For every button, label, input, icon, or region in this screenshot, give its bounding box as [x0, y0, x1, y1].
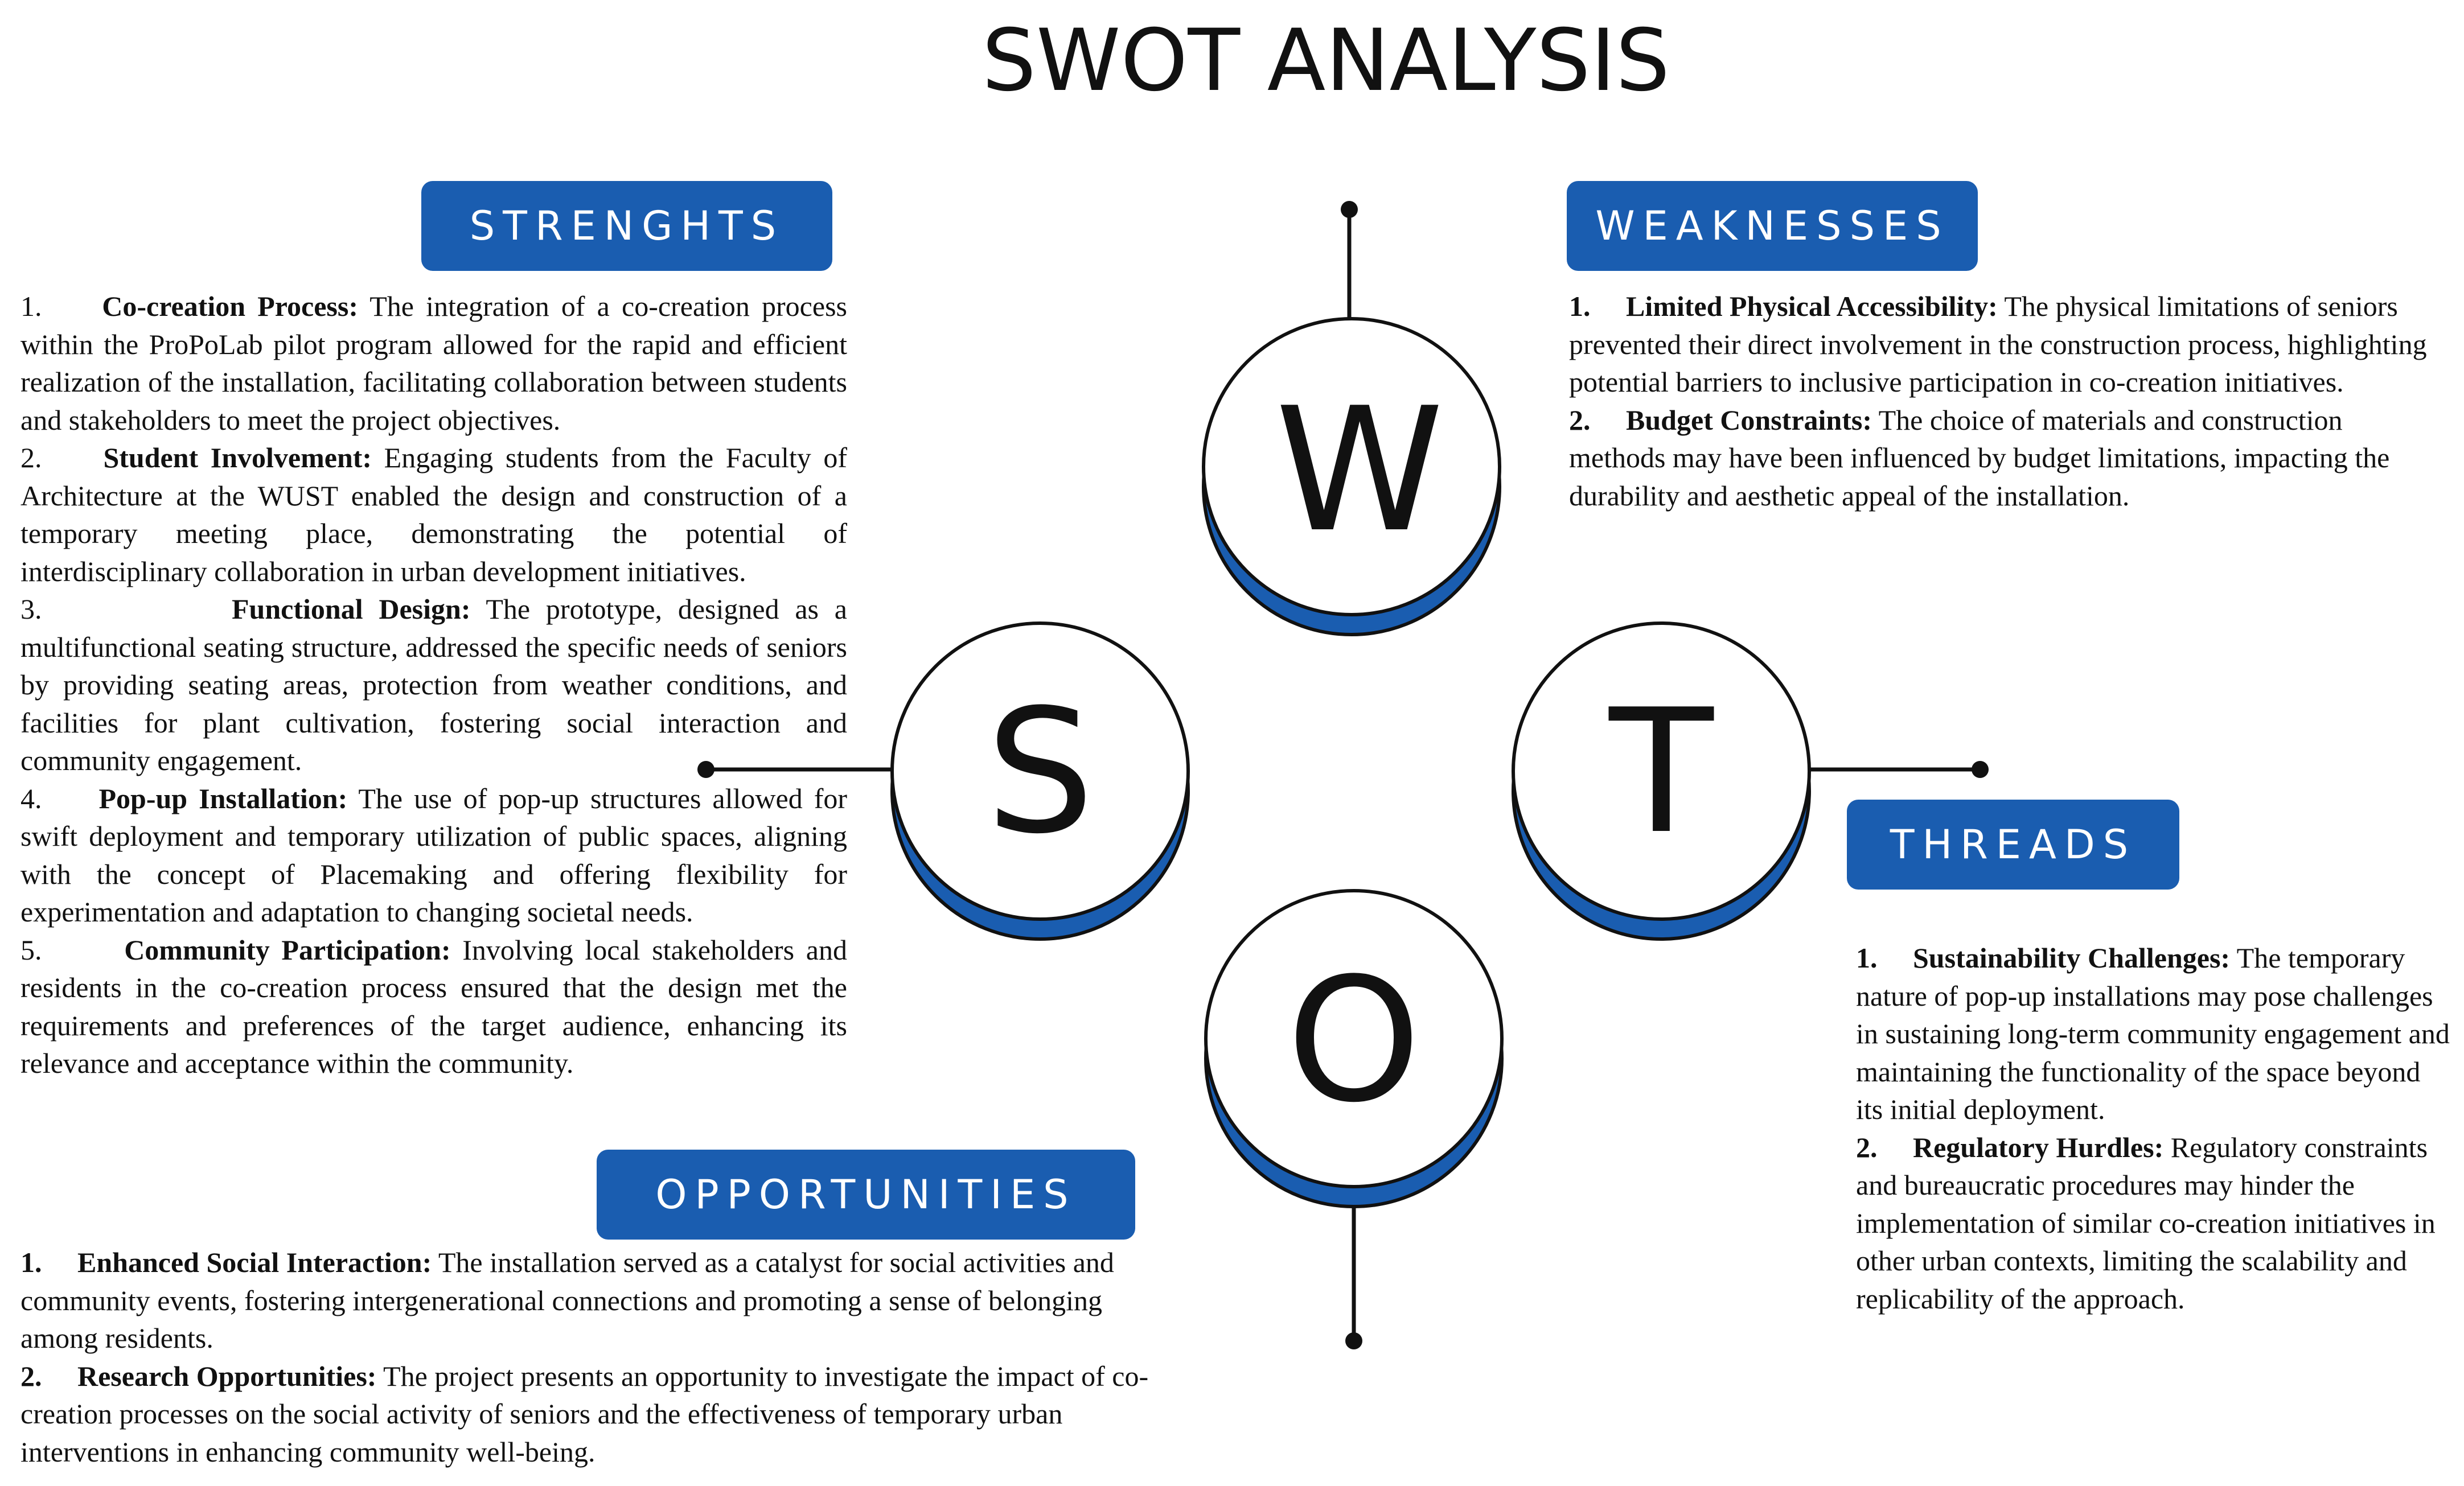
item-label: Pop-up Installation:	[98, 782, 348, 814]
weaknesses-item	[1569, 401, 2446, 515]
item-text: The integration of a co-creation process within the ProPoLab pilot program allowed for the rapid and efficient realization of the installation, facilitating collaboration between students and stakeholders to meet the project objectives.	[20, 290, 847, 436]
letter-w: W	[1275, 371, 1444, 570]
item-number: 2.	[20, 1360, 42, 1392]
weaknesses-list	[1569, 287, 2446, 514]
weaknesses-heading-label: WEAKNESSES	[1595, 203, 1949, 249]
dot-o	[1345, 1332, 1362, 1349]
item-label: Functional Design:	[232, 593, 471, 625]
item-label: Budget Constraints:	[1626, 404, 1872, 436]
item-number: 2.	[1569, 404, 1591, 436]
weaknesses-heading	[1567, 181, 1978, 271]
strengths-item	[20, 287, 847, 439]
item-number: 1.	[1569, 290, 1591, 322]
letter-o: O	[1286, 941, 1422, 1140]
strengths-item	[20, 780, 847, 931]
threads-heading-label: THREADS	[1890, 821, 2137, 868]
item-number: 4.	[20, 782, 42, 814]
letter-t: T	[1609, 673, 1714, 871]
page-title: SWOT ANALYSIS	[982, 11, 1670, 110]
dot-w	[1341, 201, 1358, 218]
item-label: Co-creation Process:	[102, 290, 358, 322]
strengths-heading	[421, 181, 832, 271]
item-text: Engaging students from the Faculty of Architecture at the WUST enabled the design and construction of a temporary meeting place, demonstrating the potential of interdisciplinary collaboration in urban development initiatives.	[20, 442, 848, 587]
opportunities-item	[20, 1357, 1176, 1471]
threads-heading	[1847, 800, 2179, 890]
item-text: The installation served as a catalyst for social activities and community events, fostering intergenerational connections and promoting a sense of belonging among residents.	[20, 1246, 1114, 1354]
item-label: Limited Physical Accessibility:	[1626, 290, 1998, 322]
disk-t	[1513, 623, 1809, 939]
disk-s	[892, 623, 1188, 939]
item-text: The project presents an opportunity to investigate the impact of co-creation processes on the social activity of seniors and the effectiveness of temporary urban interventions in enhancing community well-being.	[20, 1360, 1149, 1468]
threads-item	[1856, 939, 2454, 1129]
strengths-item	[20, 439, 847, 590]
item-label: Student Involvement:	[103, 442, 372, 474]
item-label: Community Participation:	[124, 933, 451, 966]
opportunities-item	[20, 1244, 1176, 1357]
item-label: Regulatory Hurdles:	[1913, 1131, 2164, 1163]
item-text: Involving local stakeholders and residents in the co-creation process ensured that the design met the requirements and preferences of the target audience, enhancing its relevance and acceptance within the community.	[20, 933, 847, 1079]
item-number: 1.	[20, 1246, 42, 1278]
letter-s: S	[985, 673, 1095, 871]
disk-o	[1206, 891, 1502, 1207]
opportunities-heading	[597, 1150, 1135, 1240]
item-text: The choice of materials and construction methods may have been influenced by budget limitations, impacting the durability and aesthetic appeal of the installation.	[1569, 404, 2390, 512]
item-label: Enhanced Social Interaction:	[77, 1246, 432, 1278]
item-text: The use of pop-up structures allowed for swift deployment and temporary utilization of public spaces, aligning with the concept of Placemaking and offering flexibility for experimentation and adaptation to changing societal needs.	[20, 782, 848, 928]
item-number: 5.	[20, 933, 42, 966]
strengths-heading-label: STRENGHTS	[469, 203, 785, 249]
strengths-item	[20, 590, 847, 780]
strengths-item	[20, 931, 847, 1082]
strengths-list	[20, 287, 847, 1082]
opportunities-list	[20, 1244, 1176, 1471]
item-number: 1.	[1856, 942, 1878, 974]
disk-w	[1204, 319, 1500, 635]
item-text: The physical limitations of seniors prevented their direct involvement in the construction process, highlighting potential barriers to inclusive participation in co-creation initiatives.	[1569, 290, 2427, 398]
item-text: Regulatory constraints and bureaucratic procedures may hinder the implementation of similar co-creation initiatives in other urban contexts, limiting the scalability and replicability of the approach.	[1856, 1131, 2436, 1315]
item-text: The prototype, designed as a multifunctional seating structure, addressed the specific needs of seniors by providing seating areas, protection from weather conditions, and facilities for plant cultivation, fostering social interaction and community engagement.	[20, 593, 847, 776]
dot-t	[1972, 761, 1989, 778]
item-text: The temporary nature of pop-up installations may pose challenges in sustaining long-term community engagement and maintaining the functionality of the space beyond its initial deployment.	[1856, 942, 2450, 1125]
item-number: 2.	[20, 442, 42, 474]
item-number: 2.	[1856, 1131, 1878, 1163]
item-number: 1.	[20, 290, 42, 322]
opportunities-heading-label: OPPORTUNITIES	[655, 1171, 1077, 1218]
weaknesses-item	[1569, 287, 2446, 401]
threads-item	[1856, 1129, 2454, 1318]
item-number: 3.	[20, 593, 42, 625]
threads-list	[1856, 939, 2454, 1318]
item-label: Research Opportunities:	[77, 1360, 377, 1392]
item-label: Sustainability Challenges:	[1913, 942, 2231, 974]
